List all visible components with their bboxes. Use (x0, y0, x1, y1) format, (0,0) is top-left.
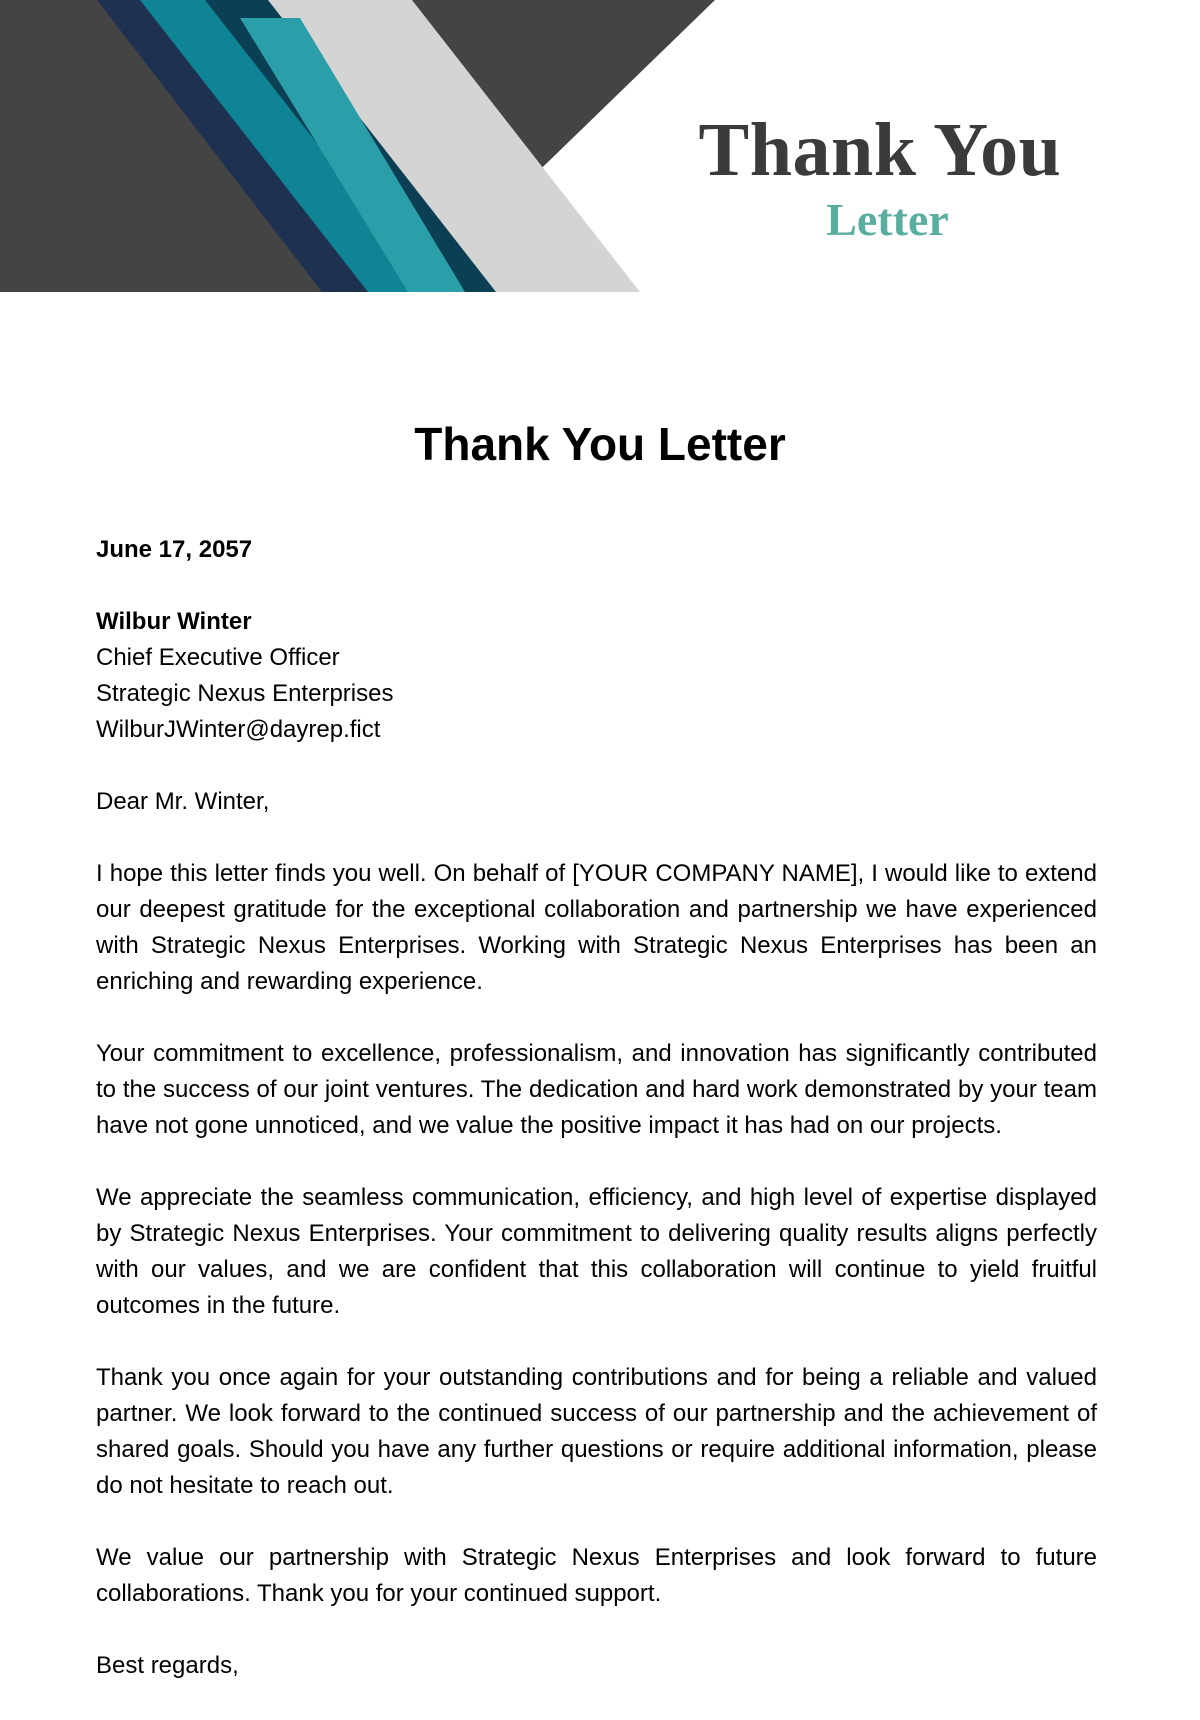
recipient-name: Wilbur Winter (96, 608, 252, 635)
body-paragraph: We appreciate the seamless communication, efficiency, and high level of expertise displayed by Strategic Nexus Enterprises. Your commitment to delivering quality results aligns perfectly with our values, and we are confident that this collaboration will continue to yield fruitful outcomes in the future. (96, 1184, 1097, 1319)
recipient-position: Chief Executive Officer (96, 644, 340, 671)
brand-subtitle: Letter (826, 194, 949, 245)
body-paragraph: Your commitment to excellence, professionalism, and innovation has significantly contributed to the success of our joint ventures. The dedication and hard work demonstrated by your team have not gone unnoticed, and we value the positive impact it has had on our projects. (96, 1040, 1097, 1139)
letter-date: June 17, 2057 (96, 536, 253, 563)
recipient-email: WilburJWinter@dayrep.fict (96, 716, 381, 743)
body-paragraph: We value our partnership with Strategic Nexus Enterprises and look forward to future collaborations. Thank you for your continued support. (96, 1544, 1097, 1607)
recipient-block (96, 604, 1097, 748)
letter-body (96, 532, 1097, 1720)
body-paragraph: Thank you once again for your outstanding contributions and for being a reliable and valued partner. We look forward to the continued success of our partnership and the achievement of shared goals. Should you have any further questions or require additional information, please do not hesitate to reach out. (96, 1364, 1097, 1499)
salutation: Dear Mr. Winter, (96, 788, 270, 815)
document-title: Thank You Letter (414, 418, 786, 470)
body-paragraph: I hope this letter finds you well. On behalf of [YOUR COMPANY NAME], I would like to extend our deepest gratitude for the exceptional collaboration and partnership we have experienced with Strategic Nexus Enterprises. Working with Strategic Nexus Enterprises has been an enriching and rewarding experience. (96, 860, 1097, 995)
recipient-company: Strategic Nexus Enterprises (96, 680, 394, 707)
closing: Best regards, (96, 1652, 239, 1679)
brand-title: Thank You (698, 108, 1062, 192)
